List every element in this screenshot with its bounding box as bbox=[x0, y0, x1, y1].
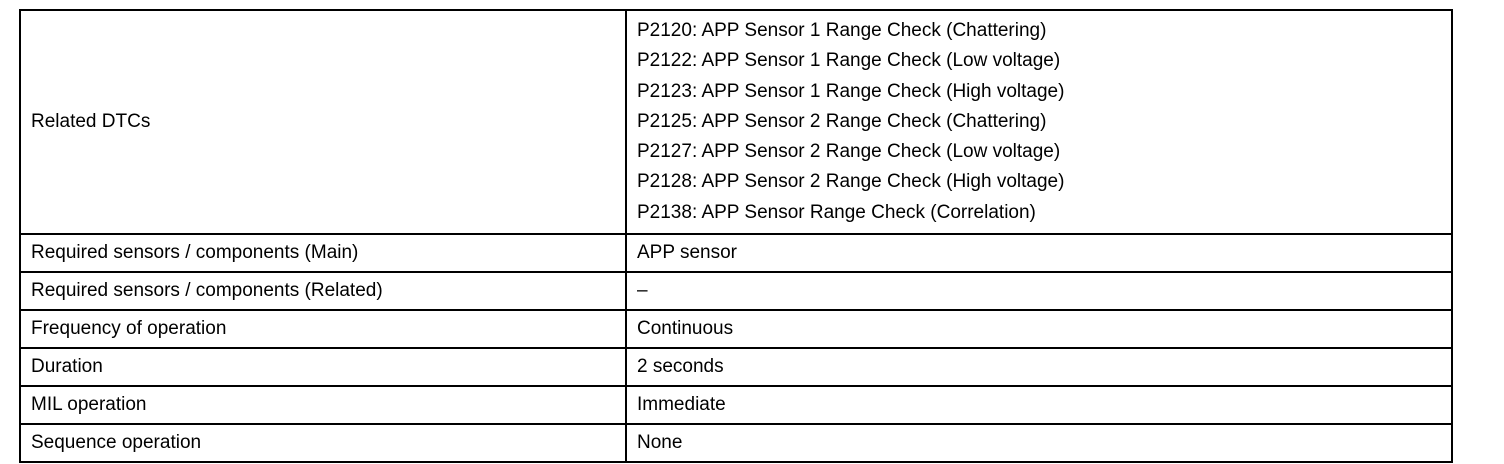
dtc-item: P2120: APP Sensor 1 Range Check (Chattering) bbox=[637, 19, 1047, 41]
dtc-item: P2125: APP Sensor 2 Range Check (Chattering) bbox=[637, 110, 1047, 132]
dtc-item: P2122: APP Sensor 1 Range Check (Low voltage) bbox=[637, 50, 1061, 72]
table-row bbox=[20, 386, 1452, 424]
dtc-item: P2128: APP Sensor 2 Range Check (High voltage) bbox=[637, 171, 1065, 193]
dtc-item: P2138: APP Sensor Range Check (Correlation) bbox=[637, 201, 1036, 223]
table-row bbox=[20, 310, 1452, 348]
row-label: Sequence operation bbox=[20, 424, 626, 462]
row-value: Immediate bbox=[626, 386, 1452, 424]
table-row bbox=[20, 348, 1452, 386]
row-label: Duration bbox=[20, 348, 626, 386]
row-value: None bbox=[626, 424, 1452, 462]
row-value: Continuous bbox=[626, 310, 1452, 348]
row-value: – bbox=[626, 272, 1452, 310]
dtc-list bbox=[626, 10, 1452, 234]
row-value: 2 seconds bbox=[626, 348, 1452, 386]
monitor-spec-table bbox=[19, 9, 1453, 463]
row-label: Required sensors / components (Related) bbox=[20, 272, 626, 310]
row-label: Related DTCs bbox=[20, 10, 626, 234]
row-label: Frequency of operation bbox=[20, 310, 626, 348]
table-row bbox=[20, 272, 1452, 310]
row-label: Required sensors / components (Main) bbox=[20, 234, 626, 272]
dtc-item: P2123: APP Sensor 1 Range Check (High voltage) bbox=[637, 80, 1065, 102]
table-row bbox=[20, 424, 1452, 462]
row-label: MIL operation bbox=[20, 386, 626, 424]
table-row bbox=[20, 234, 1452, 272]
dtc-item: P2127: APP Sensor 2 Range Check (Low voltage) bbox=[637, 141, 1061, 163]
table-row bbox=[20, 10, 1452, 234]
row-value: APP sensor bbox=[626, 234, 1452, 272]
